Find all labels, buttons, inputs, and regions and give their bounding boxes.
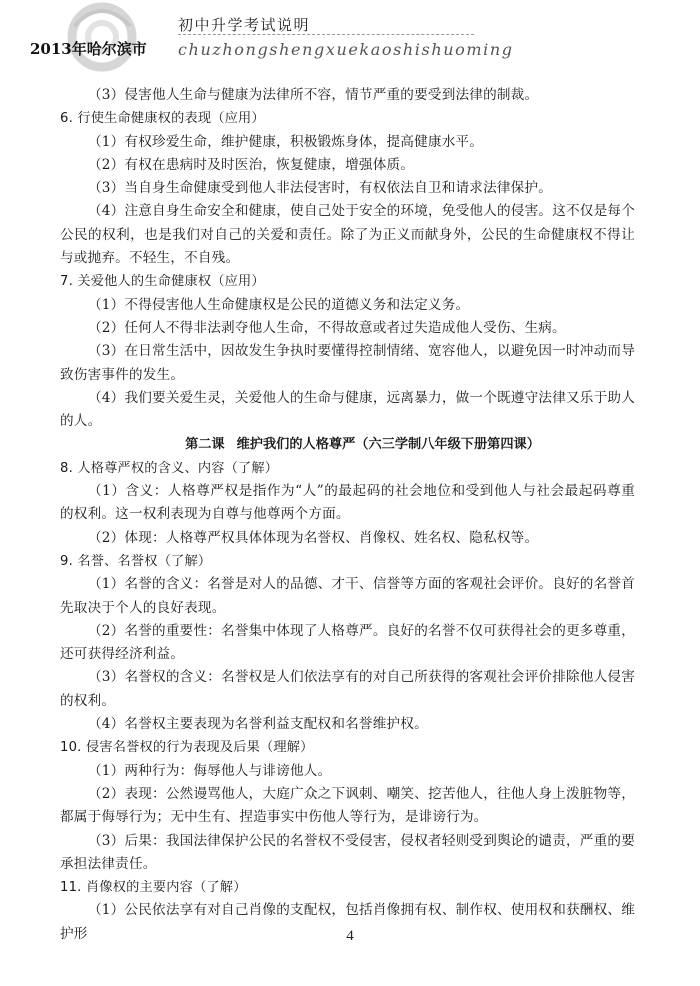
page-header [0, 0, 700, 75]
lesson-title [60, 433, 635, 456]
document-body [60, 84, 635, 946]
paragraph: （2）任何人不得非法剥夺他人生命，不得故意或者过失造成他人受伤、生病。 [88, 319, 566, 336]
section-heading: 7. 关爱他人的生命健康权（应用） [60, 274, 265, 290]
paragraph: （2）有权在患病时及时医治，恢复健康，增强体质。 [88, 156, 415, 173]
section-heading: 9. 名誉、名誉权（了解） [60, 553, 212, 569]
section-heading: 8. 人格尊严权的含义、内容（了解） [60, 460, 279, 476]
section-heading: 6. 行使生命健康权的表现（应用） [60, 111, 265, 127]
paragraph: （1）公民依法享有对自己肖像的支配权，包括肖像拥有权、制作权、使用权和获酬权、维护形 [60, 902, 635, 942]
paragraph: （3）在日常生活中，因故发生争执时要懂得控制情绪、宽容他人，以避免因一时冲动而导致伤害事件的发生。 [60, 343, 635, 383]
page-number: 4 [346, 928, 354, 944]
lesson-name: 维护我们的人格尊严（六三学制八年级下册第四课） [236, 437, 540, 453]
paragraph: （4）名誉权主要表现为名誉利益支配权和名誉维护权。 [88, 716, 428, 733]
section-heading: 11. 肖像权的主要内容（了解） [60, 880, 247, 896]
paragraph: （1）不得侵害他人生命健康权是公民的道德义务和法定义务。 [88, 296, 470, 313]
paragraph: （1）两种行为：侮辱他人与诽谤他人。 [88, 762, 332, 779]
paragraph: （3）后果：我国法律保护公民的名誉权不受侵害，侵权者轻则受到舆论的谴责，严重的要承担法律责任。 [60, 832, 635, 872]
paragraph: （3）侵害他人生命与健康为法律所不容，情节严重的要受到法律的制裁。 [88, 87, 539, 103]
paragraph: （4）我们要关爱生灵，关爱他人的生命与健康，远离暴力，做一个既遵守法律又乐于助人的人。 [60, 389, 635, 430]
paragraph: （1）有权珍爱生命，维护健康，积极锻炼身体，提高健康水平。 [88, 133, 484, 150]
lesson-number: 第二课 [185, 437, 225, 453]
paragraph: （2）表现：公然谩骂他人，大庭广众之下讽刺、嘲笑、挖苦他人，往他人身上泼脏物等，都属于侮辱行为；无中生有、捏造事实中伤他人等行为，是诽谤行为。 [60, 785, 635, 826]
paragraph: （2）名誉的重要性：名誉集中体现了人格尊严。良好的名誉不仅可获得社会的更多尊重，还可获得经济利益。 [60, 622, 635, 663]
paragraph: （1）名誉的含义：名誉是对人的品德、才干、信誉等方面的客观社会评价。良好的名誉首先取决于个人的良好表现。 [60, 576, 635, 616]
header-pinyin: chuzhongshengxuekaoshishuoming [178, 40, 514, 59]
paragraph: （2）体现：人格尊严权具体体现为名誉权、肖像权、姓名权、隐私权等。 [88, 529, 539, 546]
paragraph: （4）注意自身生命安全和健康，使自己处于安全的环境，免受他人的侵害。这不仅是每个公民的权利，也是我们对自己的关爱和责任。除了为正义而献身外，公民的生命健康权不得让与或抛弃。不轻生，不自残。 [60, 203, 635, 267]
header-year-city: 2013年哈尔滨市 [30, 40, 147, 58]
decorative-swirl-logo [62, 2, 142, 72]
paragraph: （1）含义：人格尊严权是指作为“人”的最起码的社会地位和受到他人与社会最起码尊重的权利。这一权利表现为自尊与他尊两个方面。 [60, 483, 635, 523]
section-heading: 10. 侵害名誉权的行为表现及后果（理解） [60, 740, 314, 756]
header-divider [178, 34, 474, 35]
header-title: 初中升学考试说明 [178, 16, 311, 34]
paragraph: （3）名誉权的含义：名誉权是人们依法享有的对自己所获得的客观社会评价排除他人侵害的权利。 [60, 669, 635, 709]
paragraph: （3）当自身生命健康受到他人非法侵害时，有权依法自卫和请求法律保护。 [88, 180, 553, 197]
